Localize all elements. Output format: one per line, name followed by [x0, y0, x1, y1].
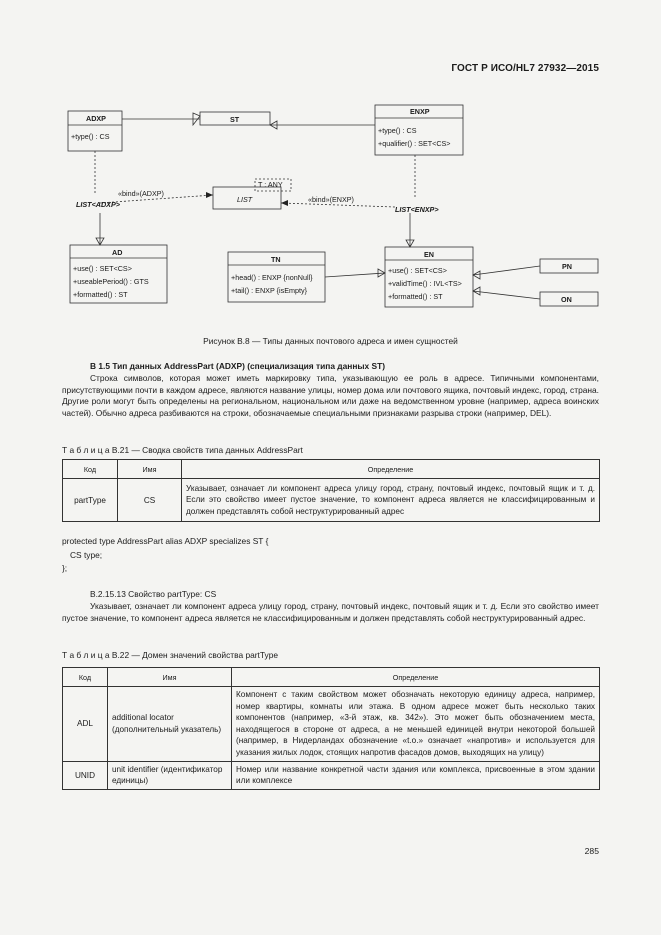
pn-name: PN [562, 262, 572, 271]
table1-header-definition: Определение [182, 460, 600, 479]
table1-header-code: Код [63, 460, 118, 479]
table2-cell-def: Номер или название конкретной части здания или комплекса, присвоенные в этом здании или комплексе [232, 761, 600, 789]
table1-cell-code: partType [63, 479, 118, 522]
table2-caption: Т а б л и ц а B.22 — Домен значений свойства partType [62, 650, 279, 660]
table1-cell-def: Указывает, означает ли компонент адреса улицу город, страну, почтовый индекс, почтовый ящик и т. д. Если это свойство имеет пустое значение, то компонент адреса является не классифицированным и должен представлять собой неструктурированный адрес [182, 479, 600, 522]
section-body: Строка символов, которая может иметь маркировку типа, указывающую ее роль в адресе. Типичными компонентами, присутствующими почти в каждом адресе, являются название улицы, номер дома или почтового ящика, почтовый индекс, город, страна. Другие роли могут быть определены на региональном, национальном или даже на ведомственном уровне (например, адреса воинских частей). Обычно адреса разбиваются на строки, обозначаемые специальными признаками разрыва строки (например, DEL). [62, 373, 599, 418]
table-row [63, 687, 600, 762]
tn-attr-head: +head() : ENXP {nonNull} [231, 273, 313, 282]
list-adxp-label: LIST<ADXP> [76, 200, 120, 209]
table2-cell-def: Компонент с таким свойством может обозначать некоторую единицу адреса, например, номер квартиры, комнаты или этажа. В одном адресе может быть несколько таких компонентов (например, «3-й этаж, кв. 342»). Это может быть обозначением места, находящегося в стороне от адреса, а не меньшей единицей внутри некоторой большей (например, в Нидерландах обозначение «t.o.» означает «напротив» и используется для указания жилых лодок, стоящих напротив фасадов домов, выходящих на улицу) [232, 687, 600, 762]
document-header: ГОСТ Р ИСО/HL7 27932—2015 [451, 63, 599, 74]
table2-header-name: Имя [108, 668, 232, 687]
list-name: LIST [237, 195, 253, 204]
table1-header-name: Имя [118, 460, 182, 479]
table-b21 [62, 459, 600, 522]
subsection-title: B.2.15.13 Свойство partType: CS [90, 589, 217, 599]
adxp-name: ADXP [86, 114, 106, 123]
enxp-attr-qualifier: +qualifier() : SET<CS> [378, 139, 451, 148]
uml-diagram [0, 95, 661, 320]
ad-attr-use: +use() : SET<CS> [73, 264, 132, 273]
adxp-attr: +type() : CS [71, 132, 110, 141]
ad-name: AD [112, 248, 123, 257]
enxp-attr-type: +type() : CS [378, 126, 417, 135]
tn-name: TN [271, 255, 281, 264]
list-enxp-label: LIST<ENXP> [395, 205, 439, 214]
table2-header-definition: Определение [232, 668, 600, 687]
tn-attr-tail: +tail() : ENXP {isEmpty} [231, 286, 307, 295]
page-number: 285 [584, 846, 599, 856]
on-name: ON [561, 295, 572, 304]
subsection-body: Указывает, означает ли компонент адреса улицу город, страну, почтовый индекс, почтовый ящик и т. д. Если это свойство имеет пустое значение, то компонент адреса является не классифицированным и должен представлять собой неструктурированный адрес. [62, 601, 599, 623]
ad-attr-period: +useablePeriod() : GTS [73, 277, 149, 286]
st-name: ST [230, 115, 240, 124]
code-block: protected type AddressPart alias ADXP specializes ST { CS type; }; [62, 536, 269, 573]
table1-cell-name: CS [118, 479, 182, 522]
en-name: EN [424, 250, 434, 259]
bind-enxp-label: «bind»(ENXP) [308, 195, 354, 204]
bind-adxp-label: «bind»(ADXP) [118, 189, 164, 198]
en-attr-use: +use() : SET<CS> [388, 266, 447, 275]
en-attr-validtime: +validTime() : IVL<TS> [388, 279, 462, 288]
table1-caption: Т а б л и ц а B.21 — Сводка свойств типа данных AddressPart [62, 445, 303, 455]
table2-header-code: Код [63, 668, 108, 687]
table-row [63, 479, 600, 522]
table2-cell-name: unit identifier (идентификатор единицы) [108, 761, 232, 789]
en-attr-formatted: +formatted() : ST [388, 292, 443, 301]
table2-cell-name: additional locator (дополнительный указатель) [108, 687, 232, 762]
table-b22 [62, 667, 600, 790]
table2-cell-code: UNID [63, 761, 108, 789]
figure-caption: Рисунок B.8 — Типы данных почтового адреса и имен сущностей [203, 336, 458, 346]
section-title: B 1.5 Тип данных AddressPart (ADXP) (специализация типа данных ST) [90, 361, 386, 371]
t-any-label: T : ANY [258, 180, 283, 189]
table2-cell-code: ADL [63, 687, 108, 762]
ad-attr-formatted: +formatted() : ST [73, 290, 128, 299]
table-row [63, 761, 600, 789]
enxp-name: ENXP [410, 107, 430, 116]
